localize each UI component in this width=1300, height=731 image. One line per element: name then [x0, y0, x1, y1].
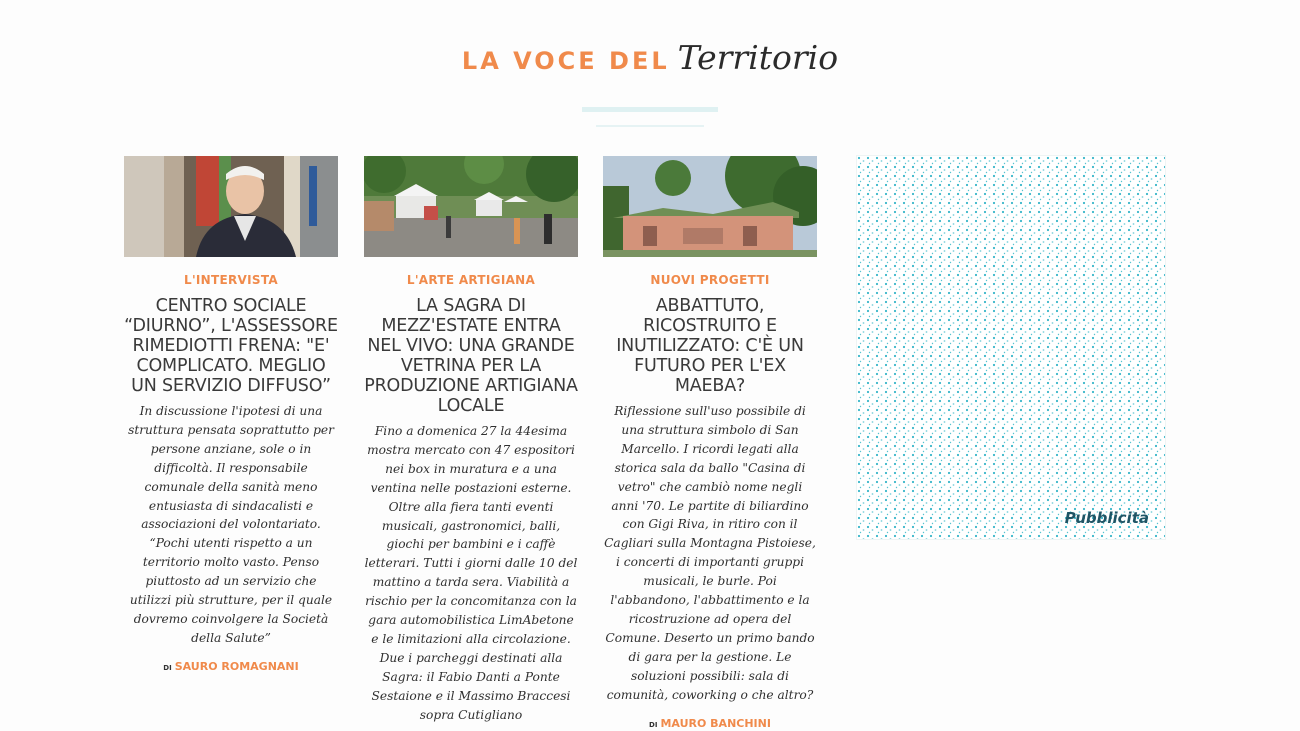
section-header	[0, 38, 1300, 77]
article-category[interactable]: L'INTERVISTA	[184, 273, 278, 287]
section-script-title: Territorio	[677, 38, 839, 77]
author-link[interactable]: MAURO BANCHINI	[660, 716, 771, 730]
article-category[interactable]: NUOVI PROGETTI	[650, 273, 770, 287]
article-excerpt: Riflessione sull'uso possibile di una struttura simbolo di San Marcello. I ricordi legati alla storica sala da ballo "Casina di vetro" che cambiò nome negli anni '70. Le partite di biliardino con Gigi Riva, in ritiro con il Cagliari sulla Montagna Pistoiese, i concerti di importanti gruppi musicali, le burle. Poi l'abbandono, l'abbattimento e la ricostruzione ad opera del Comune. Deserto un primo bando di gara per la gestione. Le soluzioni possibili: sala di comunità, coworking o che altro?	[604, 404, 816, 702]
ad-pattern	[857, 156, 1165, 539]
article-byline	[124, 660, 338, 673]
header-divider	[582, 107, 718, 112]
article-excerpt: In discussione l'ipotesi di una struttura pensata soprattutto per persone anziane, sole o in difficoltà. Il responsabile comunale della sanità meno entusiasta di sindacalisti e associazioni del volontariato. “Pochi utenti rispetto a un territorio molto vasto. Penso piuttosto ad un servizio che utilizzi più strutture, per il quale dovremo coinvolgere la Società della Salute”	[128, 404, 334, 645]
ad-label: Pubblicità	[1064, 509, 1149, 527]
article-card	[603, 156, 817, 730]
article-title[interactable]: ABBATTUTO, RICOSTRUITO E INUTILIZZATO: C'È UN FUTURO PER L'EX MAEBA?	[616, 296, 804, 396]
article-image[interactable]	[603, 156, 817, 257]
article-excerpt: Fino a domenica 27 la 44esima mostra mercato con 47 espositori nei box in muratura e a una ventina nelle postazioni esterne. Oltre alla fiera tanti eventi musicali, gastronomici, balli, giochi per bambini e i caffè letterari. Tutti i giorni dalle 10 del mattino a tarda sera. Viabilità a rischio per la concomitanza con la gara automobilistica LimAbetone e le limitazioni alla circolazione. Due i parcheggi destinati alla Sagra: il Fabio Danti a Ponte Sestaione e il Massimo Braccesi sopra Cutigliano	[364, 424, 578, 722]
article-image[interactable]	[124, 156, 338, 257]
byline-prefix: DI	[649, 720, 658, 729]
author-link[interactable]: SAURO ROMAGNANI	[174, 659, 299, 673]
article-image[interactable]	[364, 156, 578, 257]
article-category[interactable]: L'ARTE ARTIGIANA	[406, 273, 536, 287]
article-title[interactable]: CENTRO SOCIALE “DIURNO”, L'ASSESSORE RIMEDIOTTI FRENA: "E' COMPLICATO. MEGLIO UN SERVIZIO DIFFUSO”	[124, 296, 338, 396]
advertisement[interactable]	[856, 155, 1166, 540]
article-title[interactable]: LA SAGRA DI MEZZ'ESTATE ENTRA NEL VIVO: UNA GRANDE VETRINA PER LA PRODUZIONE ARTIGIANA LOCALE	[364, 296, 578, 416]
byline-prefix: DI	[163, 663, 172, 672]
article-byline	[603, 717, 817, 730]
article-card	[124, 156, 338, 673]
header-divider-thin	[596, 125, 704, 127]
article-card	[364, 156, 578, 725]
section-kicker: LA VOCE DEL	[461, 47, 670, 75]
